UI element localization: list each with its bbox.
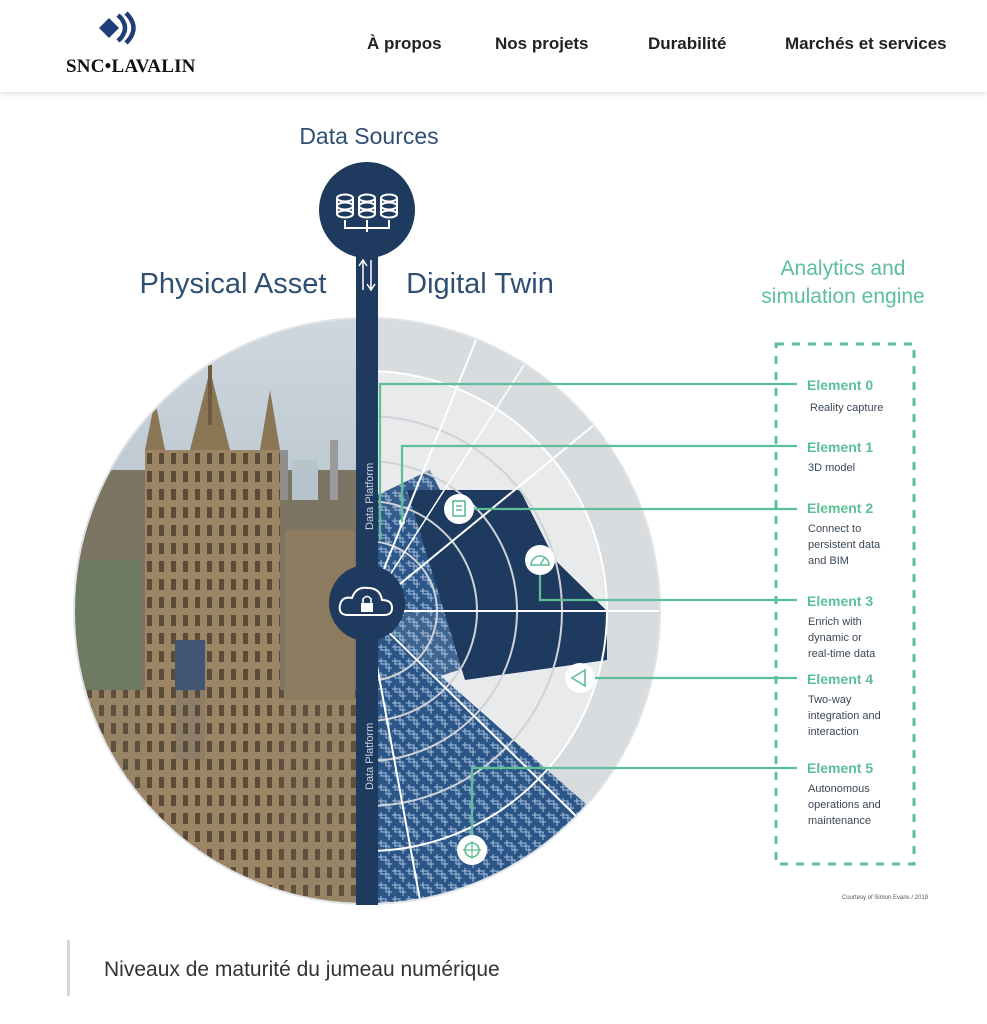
element-3-desc-line2: dynamic or (808, 632, 862, 644)
element-2-desc-line2: persistent data (808, 539, 881, 551)
element-5-marker (457, 835, 487, 865)
nav-item-durabilite[interactable]: Durabilité (648, 34, 727, 53)
element-2-desc-line3: and BIM (808, 555, 849, 567)
snc-lavalin-chevron-logo-icon (96, 10, 142, 46)
caption-accent-bar (67, 940, 70, 996)
element-3-title: Element 3 (807, 593, 874, 609)
digital-twin-title: Digital Twin (406, 268, 554, 300)
data-platform-label-bottom: Data Platform (364, 722, 376, 790)
figure-caption: Niveaux de maturité du jumeau numérique (104, 958, 500, 981)
data-platform-label-top: Data Platform (364, 462, 376, 530)
element-2-desc-line1: Connect to (808, 523, 862, 535)
analytics-title-line1: Analytics and (780, 257, 906, 280)
element-4-title: Element 4 (807, 671, 874, 687)
element-1-desc: 3D model (808, 462, 856, 474)
element-5-desc-line2: operations and (808, 799, 881, 811)
analytics-title-line2: simulation engine (761, 285, 925, 308)
element-0-title: Element 0 (807, 377, 874, 393)
element-4-desc-line1: Two-way (808, 694, 852, 706)
element-5-desc-line1: Autonomous (808, 783, 870, 795)
brand-logo[interactable] (66, 10, 226, 80)
element-3-desc-line3: real-time data (808, 648, 876, 660)
element-5-title: Element 5 (807, 760, 874, 776)
data-sources-title: Data Sources (299, 123, 439, 149)
digital-twin-diagram (0, 92, 987, 922)
cloud-lock-icon (329, 565, 405, 641)
element-4-desc-line2: integration and (808, 710, 881, 722)
physical-asset-title: Physical Asset (139, 268, 327, 300)
element-2-title: Element 2 (807, 500, 874, 516)
physical-asset-photo (60, 318, 370, 910)
nav-item-marches-et-services[interactable]: Marchés et services (785, 34, 947, 53)
element-3-marker (525, 545, 555, 575)
figure-credit: Courtesy of Simon Evans / 2019 (841, 895, 928, 901)
element-4-desc-line3: interaction (808, 726, 859, 738)
element-5-desc-line3: maintenance (808, 815, 871, 827)
nav-item-a-propos[interactable]: À propos (367, 34, 442, 53)
element-3-desc-line1: Enrich with (808, 616, 862, 628)
site-header (0, 0, 987, 92)
nav-item-nos-projets[interactable]: Nos projets (495, 34, 589, 53)
element-1-title: Element 1 (807, 439, 874, 455)
element-0-desc: Reality capture (810, 402, 884, 414)
element-2-marker (444, 494, 474, 524)
element-4-marker (565, 663, 595, 693)
database-icon (319, 162, 415, 258)
brand-name: SNC•LAVALIN (66, 56, 196, 77)
digital-twin-figure (0, 92, 987, 922)
